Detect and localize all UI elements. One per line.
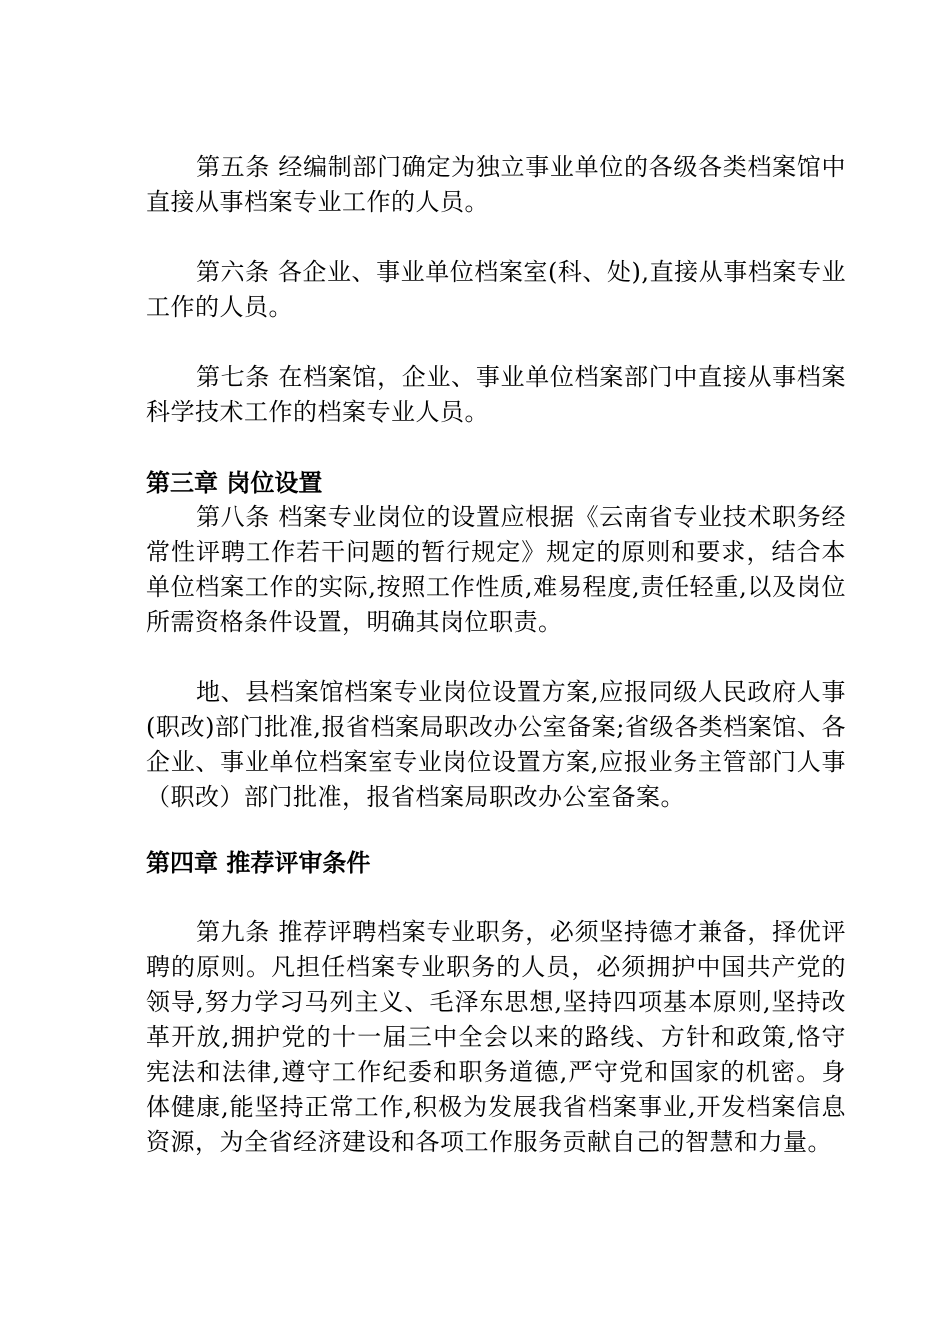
article-7-paragraph: 第七条 在档案馆，企业、事业单位档案部门中直接从事档案科学技术工作的档案专业人员。 [146,363,846,426]
chapter-4-heading: 第四章 推荐评审条件 [146,848,371,877]
article-5-paragraph: 第五条 经编制部门确定为独立事业单位的各级各类档案馆中直接从事档案专业工作的人员。 [146,153,846,216]
article-6-paragraph: 第六条 各企业、事业单位档案室(科、处),直接从事档案专业工作的人员。 [146,258,846,321]
article-8-paragraph: 第八条 档案专业岗位的设置应根据《云南省专业技术职务经常性评聘工作若干问题的暂行规定》规定的原则和要求，结合本单位档案工作的实际,按照工作性质,难易程度,责任轻重,以及岗位所需资格条件设置，明确其岗位职责。 [146,503,846,636]
article-9-paragraph: 第九条 推荐评聘档案专业职务，必须坚持德才兼备，择优评聘的原则。凡担任档案专业职务的人员，必须拥护中国共产党的领导,努力学习马列主义、毛泽东思想,坚持四项基本原则,坚持改革开放,拥护党的十一届三中全会以来的路线、方针和政策,恪守宪法和法律,遵守工作纪委和职务道德,严守党和国家的机密。身体健康,能坚持正常工作,积极为发展我省档案事业,开发档案信息资源，为全省经济建设和各项工作服务贡献自己的智慧和力量。 [146,918,846,1156]
approval-paragraph: 地、县档案馆档案专业岗位设置方案,应报同级人民政府人事(职改)部门批准,报省档案局职改办公室备案;省级各类档案馆、各企业、事业单位档案室专业岗位设置方案,应报业务主管部门人事（职改）部门批准，报省档案局职改办公室备案。 [146,678,846,811]
chapter-3-heading: 第三章 岗位设置 [146,468,323,497]
